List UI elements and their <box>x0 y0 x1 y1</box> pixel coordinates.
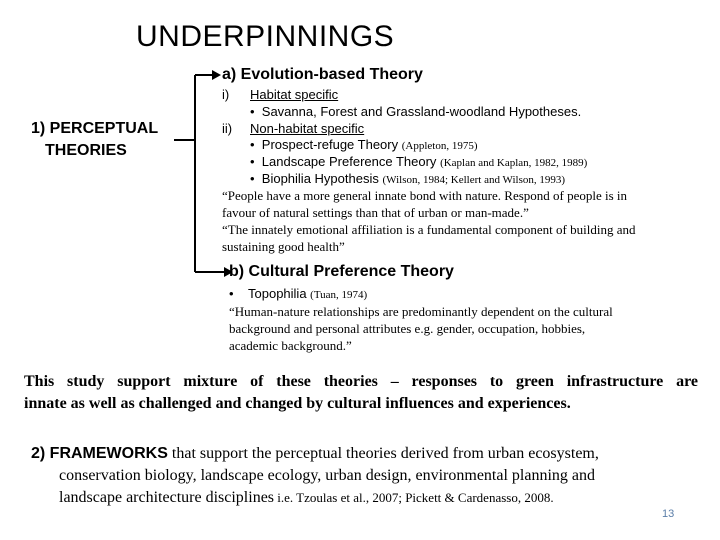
quote-3-line2: background and personal attributes e.g. gender, occupation, hobbies, <box>229 321 586 336</box>
bullet-icon: • <box>250 137 262 152</box>
item-ii-bullet-1 <box>250 137 478 152</box>
bullet-text: Topophilia <box>248 286 307 301</box>
item-i-bullet <box>250 104 581 119</box>
page-title: UNDERPINNINGS <box>136 20 395 53</box>
page-number: 13 <box>662 508 675 520</box>
bullet-citation: (Kaplan and Kaplan, 1982, 1989) <box>440 157 588 169</box>
quote-2-line1: “The innately emotional affiliation is a fundamental component of building and <box>222 222 636 237</box>
frameworks-line1: that support the perceptual theories derived from urban ecosystem, <box>167 445 599 462</box>
quote-3-line1: “Human-nature relationships are predominantly dependent on the cultural <box>229 304 613 319</box>
conclusion-line2: innate as well as challenged and changed by cultural influences and experiences. <box>24 395 571 412</box>
bullet-citation: (Appleton, 1975) <box>401 140 478 152</box>
section-a-heading: a) Evolution-based Theory <box>222 66 423 83</box>
frameworks-citation: i.e. Tzoulas et al., 2007; Pickett & Cardenasso, 2008. <box>274 490 554 505</box>
perceptual-line1: 1) PERCEPTUAL <box>31 120 159 137</box>
section-b-bullet <box>229 286 367 301</box>
bullet-text: Biophilia Hypothesis <box>261 171 379 186</box>
quote-3-line3: academic background.” <box>229 338 352 353</box>
item-ii-number: ii) <box>222 121 233 136</box>
bullet-icon: • <box>229 286 248 301</box>
item-ii-bullet-2 <box>250 154 587 169</box>
bullet-icon: • <box>250 104 262 119</box>
bullet-citation: (Tuan, 1974) <box>310 289 368 301</box>
frameworks-line2: conservation biology, landscape ecology, urban design, environmental planning and <box>59 467 595 484</box>
bullet-icon: • <box>250 154 262 169</box>
quote-3 <box>229 303 613 354</box>
item-ii-bullet-3 <box>250 171 565 186</box>
bullet-icon: • <box>250 171 262 186</box>
quote-1-line2: favour of natural settings than that of urban or man-made.” <box>222 205 529 220</box>
quote-2 <box>222 221 635 255</box>
item-ii-label: Non-habitat specific <box>250 121 365 136</box>
frameworks-line3: landscape architecture disciplines <box>59 489 275 506</box>
quote-1-line1: “People have a more general innate bond with nature. Respond of people is in <box>222 188 628 203</box>
item-i-number: i) <box>222 87 230 102</box>
quote-1 <box>222 187 627 221</box>
perceptual-theories-label <box>31 118 158 162</box>
item-i-label: Habitat specific <box>250 87 339 102</box>
conclusion-line1: This study support mixture of these theories – responses to green infrastructure are <box>24 373 698 390</box>
bullet-text: Prospect-refuge Theory <box>261 137 399 152</box>
arrowhead-a-icon <box>212 70 221 80</box>
conclusion-paragraph <box>24 371 698 415</box>
frameworks-heading: 2) FRAMEWORKS <box>31 445 168 462</box>
bullet-text: Landscape Preference Theory <box>261 154 437 169</box>
bullet-citation: (Wilson, 1984; Kellert and Wilson, 1993) <box>382 174 566 186</box>
frameworks-paragraph <box>31 443 671 509</box>
section-b-heading: b) Cultural Preference Theory <box>229 263 454 280</box>
item-i-bullet-text: Savanna, Forest and Grassland-woodland Hypotheses. <box>261 104 582 119</box>
quote-2-line2: sustaining good health” <box>222 239 345 254</box>
perceptual-line2: THEORIES <box>45 142 127 159</box>
